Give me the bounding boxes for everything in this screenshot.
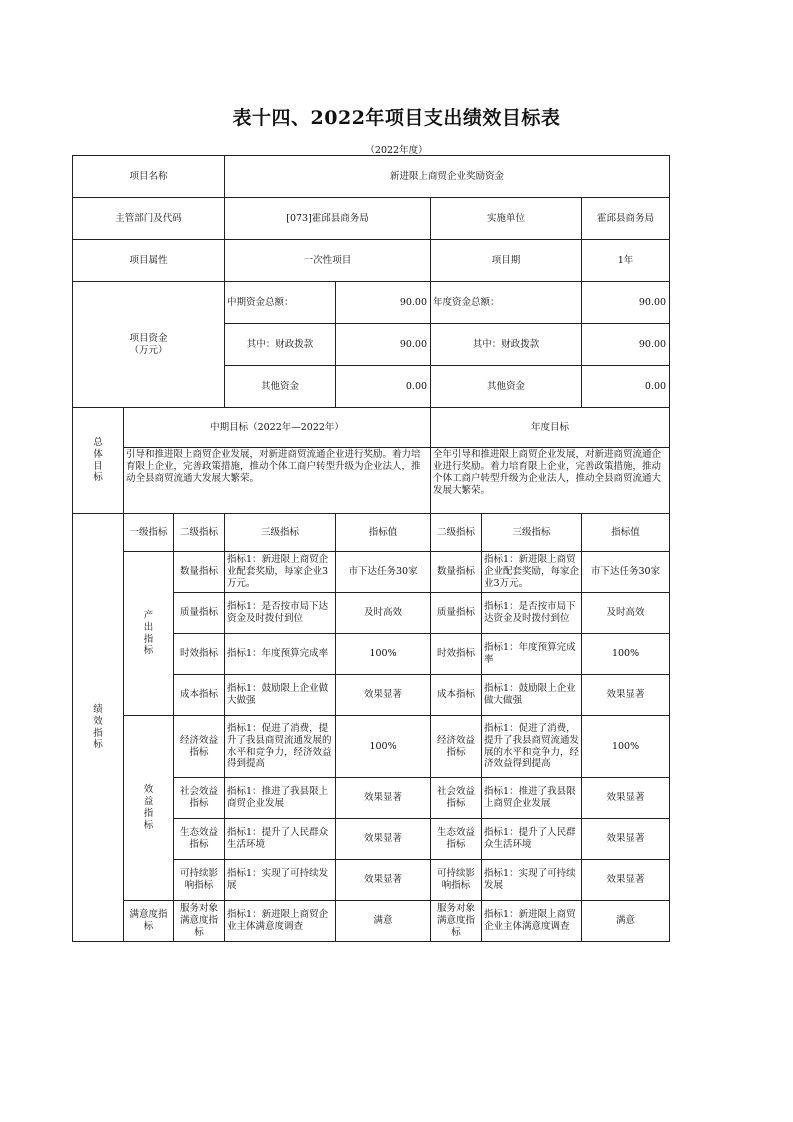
- mid-goal-text: 引导和推进限上商贸企业发展，对新进商贸流通企业进行奖励。着力培育限上企业，完善政策措施，推动个体工商户转型升级为企业法人，推动全县商贸流通大发展大繁荣。: [124, 448, 431, 514]
- mid-fiscal-label: 其中：财政拨款: [225, 324, 336, 366]
- period-value: 1年: [582, 240, 670, 282]
- annual-value-cell: 及时高效: [582, 593, 670, 634]
- level2-cell: 时效指标: [174, 634, 225, 675]
- annual-other-value: 0.00: [582, 366, 670, 408]
- year-note: （2022年度）: [365, 145, 428, 156]
- level2-cell: 可持续影响指标: [174, 860, 225, 901]
- dept-value: [073]霍邱县商务局: [225, 198, 431, 240]
- mid-total-label: 中期资金总额：: [225, 282, 336, 324]
- mid-goal-header: 中期目标（2022年—2022年）: [124, 408, 431, 448]
- level3-cell: 指标1：鼓励限上企业做大做强: [225, 675, 336, 716]
- mid-total-value: 90.00: [336, 282, 431, 324]
- header-level1: 一级指标: [124, 514, 174, 552]
- annual-level2-cell: 数量指标: [431, 552, 482, 593]
- value-cell: 效果显著: [336, 675, 431, 716]
- annual-level3-cell: 指标1：实现了可持续发展: [482, 860, 582, 901]
- level3-cell: 指标1：提升了人民群众生活环境: [225, 819, 336, 860]
- level3-cell: 指标1：新进限上商贸企业主体满意度调查: [225, 901, 336, 942]
- level2-cell: 经济效益指标: [174, 716, 225, 778]
- header-value: 指标值: [336, 514, 431, 552]
- annual-level3-cell: 指标1：提升了人民群众生活环境: [482, 819, 582, 860]
- level3-cell: 指标1：新进限上商贸企业配套奖励，每家企业3万元。: [225, 552, 336, 593]
- annual-goal-header: 年度目标: [431, 408, 670, 448]
- output-label: 产 出 指 标: [124, 552, 174, 716]
- row-goals-header: [73, 408, 670, 448]
- header-level3: 三级指标: [225, 514, 336, 552]
- annual-value-cell: 效果显著: [582, 675, 670, 716]
- mid-other-value: 0.00: [336, 366, 431, 408]
- satisfaction-label: 满意度指标: [124, 901, 174, 942]
- annual-value-cell: 效果显著: [582, 819, 670, 860]
- unit-value: 霍邱县商务局: [582, 198, 670, 240]
- annual-level2-cell: 质量指标: [431, 593, 482, 634]
- page-title: 表十四、2022年项目支出绩效目标表: [232, 107, 561, 129]
- table-row: [73, 901, 670, 942]
- level2-cell: 生态效益指标: [174, 819, 225, 860]
- indicators-label: 绩 效 指 标: [73, 514, 124, 942]
- unit-label: 实施单位: [431, 198, 582, 240]
- value-cell: 市下达任务30家: [336, 552, 431, 593]
- attr-label: 项目属性: [73, 240, 225, 282]
- value-cell: 满意: [336, 901, 431, 942]
- annual-value-cell: 满意: [582, 901, 670, 942]
- annual-level3-cell: 指标1：是否按市局下达资金及时拨付到位: [482, 593, 582, 634]
- annual-level3-cell: 指标1：促进了消费，提升了我县商贸流通发展的水平和竞争力，经济效益得到提高: [482, 716, 582, 778]
- project-name-value: 新进限上商贸企业奖励资金: [225, 156, 670, 198]
- level2-cell: 服务对象满意度指标: [174, 901, 225, 942]
- annual-level3-cell: 指标1：推进了我县限上商贸企业发展: [482, 778, 582, 819]
- table-row: [73, 716, 670, 778]
- annual-level3-cell: 指标1：新进限上商贸企业配套奖励，每家企业3万元。: [482, 552, 582, 593]
- benefit-label: 效 益 指 标: [124, 716, 174, 901]
- row-project-name: [73, 156, 670, 198]
- annual-fiscal-value: 90.00: [582, 324, 670, 366]
- annual-other-label: 其他资金: [431, 366, 582, 408]
- row-attr: [73, 240, 670, 282]
- row-funds-total: [73, 282, 670, 324]
- level3-cell: 指标1：年度预算完成率: [225, 634, 336, 675]
- header-annual-level2: 二级指标: [431, 514, 482, 552]
- period-label: 项目期: [431, 240, 582, 282]
- row-indicator-header: [73, 514, 670, 552]
- annual-level3-cell: 指标1：新进限上商贸企业主体满意度调查: [482, 901, 582, 942]
- annual-value-cell: 市下达任务30家: [582, 552, 670, 593]
- value-cell: 效果显著: [336, 860, 431, 901]
- header-level2: 二级指标: [174, 514, 225, 552]
- annual-level2-cell: 服务对象满意度指标: [431, 901, 482, 942]
- funds-label-line2: （万元）: [129, 344, 168, 356]
- value-cell: 100%: [336, 716, 431, 778]
- annual-fiscal-label: 其中：财政拨款: [431, 324, 582, 366]
- level2-cell: 社会效益指标: [174, 778, 225, 819]
- annual-level2-cell: 经济效益指标: [431, 716, 482, 778]
- level2-cell: 成本指标: [174, 675, 225, 716]
- level2-cell: 质量指标: [174, 593, 225, 634]
- level3-cell: 指标1：推进了我县限上商贸企业发展: [225, 778, 336, 819]
- header-annual-level3: 三级指标: [482, 514, 582, 552]
- annual-level2-cell: 时效指标: [431, 634, 482, 675]
- attr-value: 一次性项目: [225, 240, 431, 282]
- value-cell: 100%: [336, 634, 431, 675]
- header-annual-value: 指标值: [582, 514, 670, 552]
- annual-goal-text: 全年引导和推进限上商贸企业发展，对新进商贸流通企业进行奖励。着力培育限上企业，完善政策措施，推动个体工商户转型升级为企业法人，推动全县商贸流通大发展大繁荣。: [431, 448, 670, 514]
- table-row: [73, 552, 670, 593]
- annual-level3-cell: 指标1：年度预算完成率: [482, 634, 582, 675]
- value-cell: 效果显著: [336, 819, 431, 860]
- annual-level3-cell: 指标1：鼓励限上企业做大做强: [482, 675, 582, 716]
- level3-cell: 指标1：促进了消费，提升了我县商贸流通发展的水平和竞争力，经济效益得到提高: [225, 716, 336, 778]
- level2-cell: 数量指标: [174, 552, 225, 593]
- level3-cell: 指标1：实现了可持续发展: [225, 860, 336, 901]
- value-cell: 效果显著: [336, 778, 431, 819]
- funds-label: [73, 282, 225, 408]
- annual-level2-cell: 可持续影响指标: [431, 860, 482, 901]
- annual-value-cell: 100%: [582, 716, 670, 778]
- annual-value-cell: 效果显著: [582, 860, 670, 901]
- annual-total-value: 90.00: [582, 282, 670, 324]
- mid-other-label: 其他资金: [225, 366, 336, 408]
- funds-label-line1: 项目资金: [129, 332, 168, 344]
- annual-value-cell: 效果显著: [582, 778, 670, 819]
- dept-label: 主管部门及代码: [73, 198, 225, 240]
- performance-table: [72, 155, 670, 942]
- level3-cell: 指标1：是否按市局下达资金及时拨付到位: [225, 593, 336, 634]
- goals-label: 总 体 目 标: [73, 408, 124, 514]
- annual-level2-cell: 成本指标: [431, 675, 482, 716]
- annual-level2-cell: 生态效益指标: [431, 819, 482, 860]
- row-dept: [73, 198, 670, 240]
- annual-value-cell: 100%: [582, 634, 670, 675]
- project-name-label: 项目名称: [73, 156, 225, 198]
- annual-level2-cell: 社会效益指标: [431, 778, 482, 819]
- annual-total-label: 年度资金总额：: [431, 282, 582, 324]
- mid-fiscal-value: 90.00: [336, 324, 431, 366]
- value-cell: 及时高效: [336, 593, 431, 634]
- row-goals-text: [73, 448, 670, 514]
